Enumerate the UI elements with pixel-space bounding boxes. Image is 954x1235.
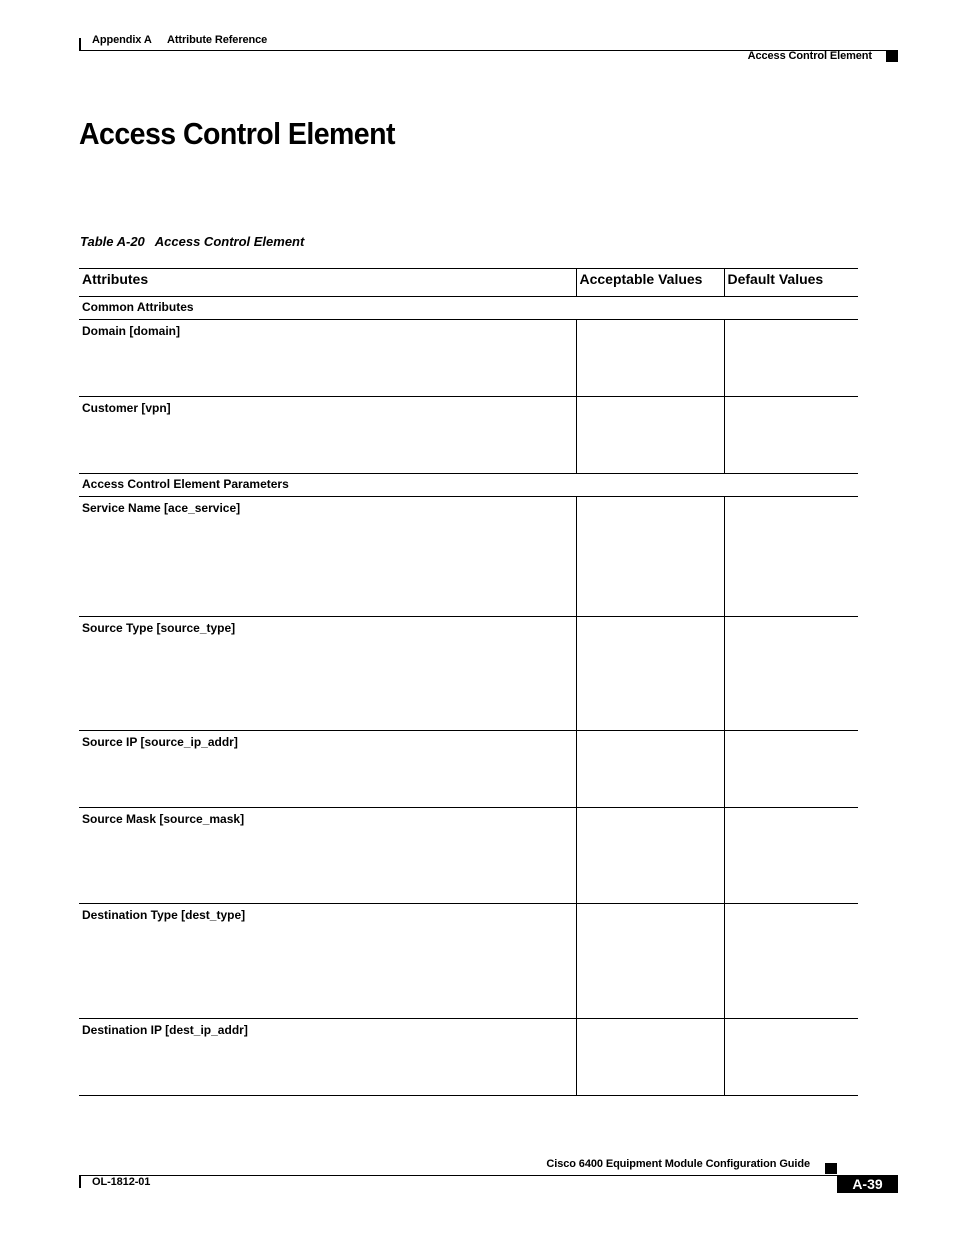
default-values-cell	[724, 1019, 858, 1096]
acceptable-values-cell	[576, 731, 724, 808]
default-values-cell	[724, 904, 858, 1019]
default-values-cell	[724, 617, 858, 731]
default-values-cell	[724, 808, 858, 904]
header-chapter: Appendix A	[92, 34, 152, 46]
table-row	[79, 617, 858, 731]
default-values-cell	[724, 397, 858, 474]
table-caption	[80, 234, 304, 249]
footer-guide-title: Cisco 6400 Equipment Module Configuration Guide	[546, 1158, 810, 1170]
attribute-cell: Domain [domain]	[79, 320, 576, 397]
table-row	[79, 808, 858, 904]
table-row	[79, 397, 858, 474]
acceptable-values-cell	[576, 904, 724, 1019]
attribute-cell: Destination Type [dest_type]	[79, 904, 576, 1019]
table-row	[79, 497, 858, 617]
default-values-cell	[724, 320, 858, 397]
section-row-ace-parameters	[79, 474, 858, 497]
table-row	[79, 1019, 858, 1096]
section-label: Common Attributes	[79, 297, 858, 320]
acceptable-values-cell	[576, 617, 724, 731]
column-header-acceptable-values: Acceptable Values	[576, 269, 724, 297]
default-values-cell	[724, 731, 858, 808]
page-number: A-39	[837, 1175, 898, 1193]
attribute-cell: Customer [vpn]	[79, 397, 576, 474]
acceptable-values-cell	[576, 808, 724, 904]
attribute-cell: Destination IP [dest_ip_addr]	[79, 1019, 576, 1096]
acceptable-values-cell	[576, 1019, 724, 1096]
attribute-table	[79, 268, 858, 1096]
attribute-cell: Service Name [ace_service]	[79, 497, 576, 617]
table-row	[79, 904, 858, 1019]
footer-marker-block	[825, 1163, 837, 1174]
header-chapter-title: Attribute Reference	[167, 34, 268, 46]
attribute-cell: Source Type [source_type]	[79, 617, 576, 731]
table-row	[79, 731, 858, 808]
acceptable-values-cell	[576, 397, 724, 474]
table-number: Table A-20	[80, 234, 145, 249]
acceptable-values-cell	[576, 497, 724, 617]
table-header-row	[79, 269, 858, 297]
column-header-attributes: Attributes	[79, 269, 576, 297]
header-marker-block	[886, 51, 898, 62]
section-row-common-attributes	[79, 297, 858, 320]
attribute-cell: Source IP [source_ip_addr]	[79, 731, 576, 808]
footer-rule	[79, 1175, 898, 1176]
column-header-default-values: Default Values	[724, 269, 858, 297]
section-label: Access Control Element Parameters	[79, 474, 858, 497]
acceptable-values-cell	[576, 320, 724, 397]
default-values-cell	[724, 497, 858, 617]
footer-doc-number: OL-1812-01	[92, 1176, 151, 1188]
attribute-cell: Source Mask [source_mask]	[79, 808, 576, 904]
table-row	[79, 320, 858, 397]
page-title: Access Control Element	[79, 116, 395, 151]
header-section: Access Control Element	[747, 50, 872, 62]
table-caption-text: Access Control Element	[154, 234, 305, 249]
footer-left-tick	[79, 1175, 81, 1188]
